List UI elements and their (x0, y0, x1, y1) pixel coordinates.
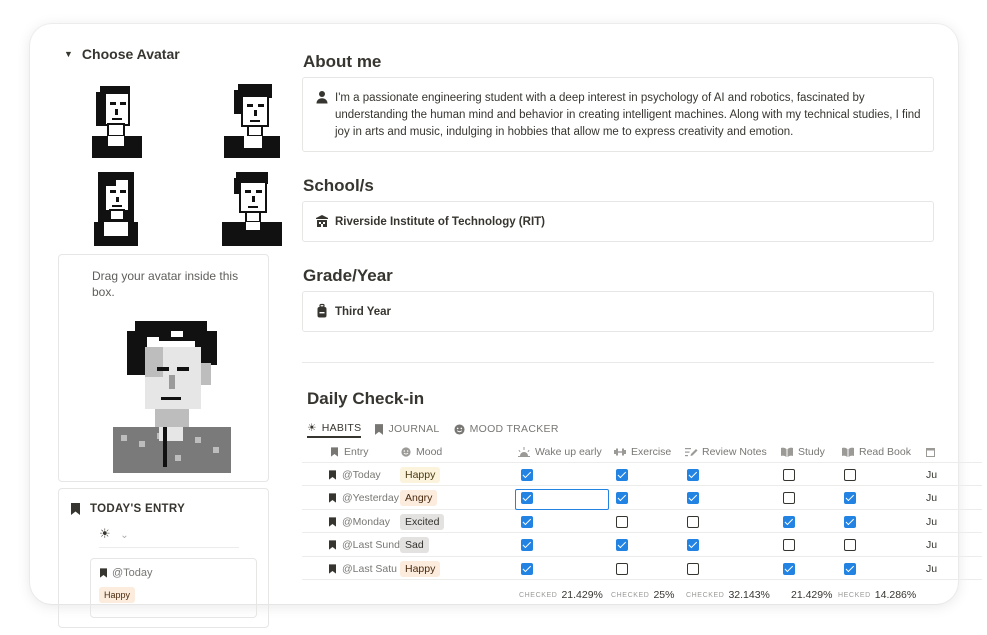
habit-checkbox-cell[interactable] (844, 487, 858, 510)
habit-checkbox-cell[interactable] (783, 487, 797, 510)
habit-checkbox-cell[interactable] (616, 534, 630, 557)
checkbox[interactable] (687, 563, 699, 575)
entry-link[interactable]: @Monday (342, 515, 391, 528)
date-text: Ju (926, 492, 938, 504)
calendar-icon (926, 447, 935, 457)
habit-checkbox-cell[interactable] (521, 510, 535, 533)
checkbox[interactable] (783, 539, 795, 551)
bookmark-icon (71, 503, 80, 515)
entry-link[interactable]: @Yesterday (342, 492, 399, 504)
checkin-tabs (307, 420, 559, 438)
habit-checkbox-cell[interactable] (521, 463, 535, 486)
habit-checkbox-cell[interactable] (687, 557, 701, 580)
habit-checkbox-cell[interactable] (616, 557, 630, 580)
habit-checkbox-cell[interactable] (783, 557, 797, 580)
table-header (302, 440, 982, 463)
left-column (58, 24, 298, 604)
checkbox[interactable] (783, 492, 795, 504)
calc-exercise[interactable]: CHECKED 25% (611, 589, 675, 601)
habit-checkbox-cell[interactable] (844, 463, 858, 486)
book-open-icon (842, 447, 854, 457)
chevron-down-icon[interactable]: ⌄ (120, 530, 129, 541)
checkbox[interactable] (521, 469, 533, 481)
entry-card-title (100, 567, 153, 579)
mood-cell[interactable] (400, 557, 510, 580)
entry-cell[interactable] (329, 463, 399, 486)
tab-journal[interactable] (375, 420, 439, 438)
col-read-book[interactable]: Read Book (842, 440, 922, 463)
mood-tag: Happy (400, 467, 440, 483)
calc-review-notes[interactable]: CHECKED 32.143% (686, 589, 770, 601)
entry-link[interactable]: @Today (342, 468, 381, 481)
weather-select[interactable] (99, 526, 239, 548)
bookmark-icon (100, 568, 107, 578)
col-review-notes[interactable]: Review Notes (685, 440, 779, 463)
avatar-drop-zone[interactable] (58, 254, 269, 482)
choose-avatar-toggle[interactable] (64, 46, 180, 62)
sun-icon: ☀ (99, 526, 111, 541)
checkbox[interactable] (616, 492, 628, 504)
checkbox[interactable] (687, 469, 699, 481)
checkbox[interactable] (844, 563, 856, 575)
habit-checkbox-cell[interactable] (616, 510, 630, 533)
grade-callout[interactable] (302, 291, 934, 332)
table-footer (302, 585, 982, 605)
bookmark-icon (329, 493, 336, 503)
calc-read-book[interactable]: HECKED 14.286% (838, 589, 917, 601)
date-cell[interactable] (926, 487, 940, 510)
cell-selection-outline (515, 489, 609, 510)
checkbox[interactable] (844, 469, 856, 481)
triangle-down-icon[interactable]: ▼ (64, 49, 73, 59)
habit-checkbox-cell[interactable] (616, 463, 630, 486)
bookmark-icon (329, 540, 336, 550)
bookmark-icon (375, 424, 383, 435)
tab-label: JOURNAL (388, 423, 440, 435)
entry-card-date: @Today (112, 567, 153, 579)
table-row[interactable] (302, 534, 982, 557)
date-text: Ju (926, 468, 938, 481)
tab-habits[interactable] (307, 420, 361, 438)
bookmark-icon (331, 447, 338, 457)
drop-hint: Drag your avatar inside this box. (92, 269, 239, 299)
entry-link[interactable]: @Last Satu (342, 562, 398, 575)
school-heading: School/s (303, 176, 374, 195)
mood-cell[interactable] (400, 510, 510, 533)
mood-tag: Happy (400, 561, 440, 577)
checkbox[interactable] (783, 516, 795, 528)
date-text: Ju (926, 539, 938, 551)
table-row[interactable] (302, 463, 982, 486)
todays-entry-header (71, 503, 185, 515)
col-wake-up-early[interactable]: Wake up early (518, 440, 613, 463)
date-cell[interactable] (926, 534, 940, 557)
entry-cell[interactable] (329, 487, 399, 510)
checkbox[interactable] (687, 539, 699, 551)
mood-cell[interactable] (400, 487, 510, 510)
book-open-icon (781, 447, 793, 457)
habit-checkbox-cell[interactable] (783, 510, 797, 533)
table-row[interactable] (302, 510, 982, 533)
habit-checkbox-cell[interactable] (844, 534, 858, 557)
avatar-grid (86, 82, 286, 247)
bookmark-icon (329, 517, 336, 527)
calc-study[interactable]: 21.429% (791, 589, 833, 601)
habit-checkbox-cell[interactable] (844, 510, 858, 533)
school-building-icon (315, 214, 329, 228)
checkbox[interactable] (687, 516, 699, 528)
habit-checkbox-cell[interactable] (687, 510, 701, 533)
avatar-option-4[interactable] (220, 170, 284, 246)
tab-label: HABITS (321, 422, 362, 434)
avatar-option-3[interactable] (86, 170, 150, 246)
backpack-icon (315, 304, 329, 318)
app-frame (30, 24, 958, 604)
entry-card[interactable] (90, 558, 257, 618)
checkbox[interactable] (783, 469, 795, 481)
checkbox[interactable] (844, 492, 856, 504)
notes-pencil-icon (685, 447, 697, 457)
habit-checkbox-cell[interactable] (844, 557, 858, 580)
col-entry[interactable]: Entry (331, 440, 401, 463)
bookmark-icon (329, 470, 336, 480)
checkbox[interactable] (616, 469, 628, 481)
checkbox[interactable] (521, 516, 533, 528)
mood-cell[interactable] (400, 534, 510, 557)
avatar-option-2[interactable] (220, 82, 284, 158)
col-study[interactable]: Study (781, 440, 841, 463)
habit-checkbox-cell[interactable] (521, 534, 535, 557)
checkin-heading: Daily Check-in (307, 389, 425, 408)
habit-checkbox-cell[interactable] (687, 534, 701, 557)
checkbox[interactable] (521, 539, 533, 551)
school-callout[interactable] (302, 201, 934, 242)
school-value: Riverside Institute of Technology (RIT) (335, 216, 545, 228)
person-icon (315, 90, 329, 104)
checkbox[interactable] (844, 539, 856, 551)
entry-cell[interactable] (329, 510, 399, 533)
entry-link[interactable]: @Last Sund (342, 539, 400, 551)
dumbbell-icon (614, 448, 626, 456)
date-cell[interactable] (926, 557, 940, 580)
section-divider (302, 362, 934, 363)
checkbox[interactable] (687, 492, 699, 504)
habits-table (302, 440, 938, 604)
mood-cell[interactable] (400, 463, 510, 486)
selected-avatar[interactable] (99, 317, 239, 473)
bookmark-icon (329, 564, 336, 574)
mood-tag: Angry (400, 490, 437, 506)
tab-label: MOOD TRACKER (469, 423, 559, 435)
smiley-icon (454, 424, 465, 435)
checkbox[interactable] (616, 516, 628, 528)
sunrise-icon (518, 447, 530, 457)
about-heading: About me (303, 52, 382, 71)
habit-checkbox-cell[interactable] (687, 463, 701, 486)
date-cell[interactable] (926, 510, 940, 533)
checkbox[interactable] (844, 516, 856, 528)
entry-cell[interactable] (329, 557, 399, 580)
date-cell[interactable] (926, 463, 940, 486)
checkbox[interactable] (616, 539, 628, 551)
habit-checkbox-cell[interactable] (783, 463, 797, 486)
table-row[interactable] (302, 487, 982, 510)
entry-cell[interactable] (329, 534, 399, 557)
grade-value: Third Year (335, 306, 392, 318)
col-date[interactable] (926, 440, 940, 463)
table-row[interactable] (302, 557, 982, 580)
col-exercise[interactable]: Exercise (614, 440, 684, 463)
habit-checkbox-cell[interactable] (687, 487, 701, 510)
right-column (302, 24, 938, 604)
habit-checkbox-cell[interactable] (783, 534, 797, 557)
checkbox[interactable] (521, 563, 533, 575)
checkbox[interactable] (616, 563, 628, 575)
date-text: Ju (926, 515, 938, 528)
todays-entry-title: TODAY'S ENTRY (90, 503, 186, 515)
smiley-icon (401, 447, 411, 457)
mood-tag: Sad (400, 537, 429, 553)
date-text: Ju (926, 562, 938, 575)
about-text: I'm a passionate engineering student with a deep interest in psychology of AI and robotics, fascinated by understanding the human mind and behavior in creating intelligent machines. Along with my technical studies, I find joy in arts and music, indulging in hobbies that allow me to express creativity and emotion. (335, 92, 921, 138)
toggle-title: Choose Avatar (81, 46, 180, 62)
entry-card-mood: Happy (99, 587, 135, 603)
col-mood[interactable]: Mood (401, 440, 511, 463)
habit-checkbox-cell[interactable] (521, 557, 535, 580)
grade-heading: Grade/Year (303, 266, 393, 285)
checkbox[interactable] (783, 563, 795, 575)
tab-mood-tracker[interactable] (454, 420, 559, 438)
calc-wake-up-early[interactable]: CHECKED 21.429% (519, 589, 603, 601)
about-callout[interactable] (302, 77, 934, 152)
todays-entry-box (58, 488, 269, 628)
sun-icon: ☀ (307, 422, 317, 434)
habit-checkbox-cell[interactable] (616, 487, 630, 510)
mood-tag: Excited (400, 514, 444, 530)
avatar-option-1[interactable] (86, 82, 150, 158)
